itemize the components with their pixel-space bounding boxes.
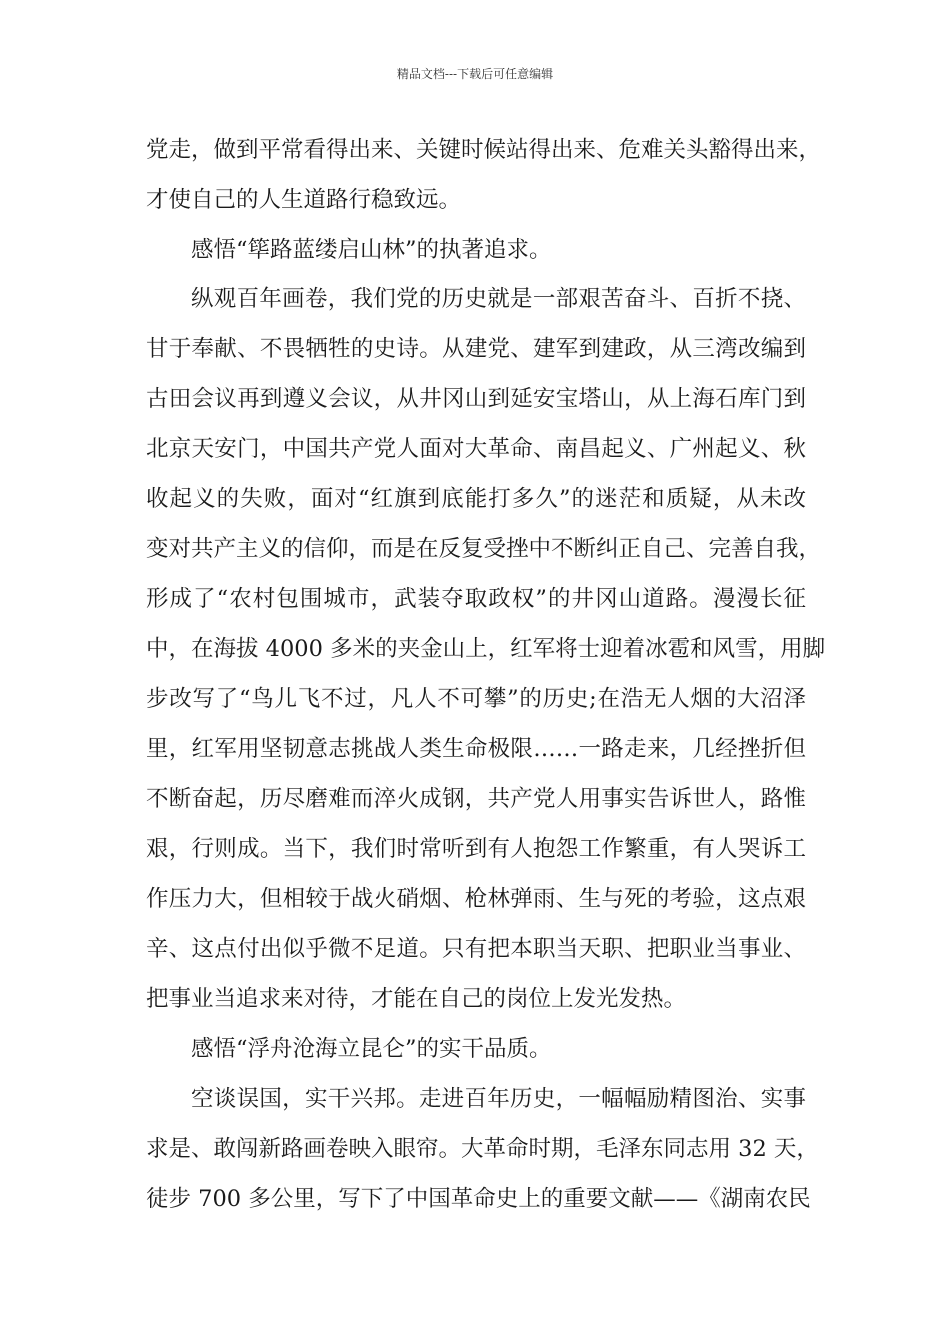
text-line: 才使自己的人生道路行稳致远。 [146, 187, 462, 213]
page-header: 精品文档---下载后可任意编辑 [396, 67, 554, 81]
text-line: 里，红军用坚韧意志挑战人类生命极限……一路走来，几经挫折但 [146, 736, 806, 762]
text-line: 步改写了“鸟儿飞不过，凡人不可攀”的历史;在浩无人烟的大沼泽 [146, 686, 806, 712]
text-line: 形成了“农村包围城市，武装夺取政权”的井冈山道路。漫漫长征 [146, 586, 806, 612]
text-line: 古田会议再到遵义会议，从井冈山到延安宝塔山，从上海石库门到 [146, 386, 806, 412]
text-line: 北京天安门，中国共产党人面对大革命、南昌起义、广州起义、秋 [146, 436, 806, 462]
text-line: 徒步 700 多公里，写下了中国革命史上的重要文献——《湖南农民 [146, 1186, 811, 1212]
text-line: 纵观百年画卷，我们党的历史就是一部艰苦奋斗、百折不挠、 [191, 286, 806, 312]
section-heading: 感悟“筚路蓝缕启山林”的执著追求。 [191, 237, 552, 263]
text-line: 空谈误国，实干兴邦。走进百年历史，一幅幅励精图治、实事 [191, 1086, 806, 1112]
text-line: 作压力大，但相较于战火硝烟、枪林弹雨、生与死的考验，这点艰 [146, 886, 806, 912]
section-heading: 感悟“浮舟沧海立昆仑”的实干品质。 [191, 1036, 552, 1062]
text-line: 收起义的失败，面对“红旗到底能打多久”的迷茫和质疑，从未改 [146, 486, 806, 512]
text-line: 党走，做到平常看得出来、关键时候站得出来、危难关头豁得出来， [146, 137, 822, 163]
text-line: 变对共产主义的信仰，而是在反复受挫中不断纠正自己、完善自我， [146, 536, 822, 562]
text-line: 把事业当追求来对待，才能在自己的岗位上发光发热。 [146, 986, 687, 1012]
text-line: 辛、这点付出似乎微不足道。只有把本职当天职、把职业当事业、 [146, 936, 806, 962]
text-line: 求是、敢闯新路画卷映入眼帘。大革命时期，毛泽东同志用 32 天， [146, 1136, 819, 1162]
text-line: 中，在海拔 4000 多米的夹金山上，红军将士迎着冰雹和风雪，用脚 [146, 636, 826, 662]
text-line: 不断奋起，历尽磨难而淬火成钢，共产党人用事实告诉世人，路惟 [146, 786, 806, 812]
text-line: 艰，行则成。当下，我们时常听到有人抱怨工作繁重，有人哭诉工 [146, 836, 806, 862]
text-line: 甘于奉献、不畏牺牲的史诗。从建党、建军到建政，从三湾改编到 [146, 336, 806, 362]
